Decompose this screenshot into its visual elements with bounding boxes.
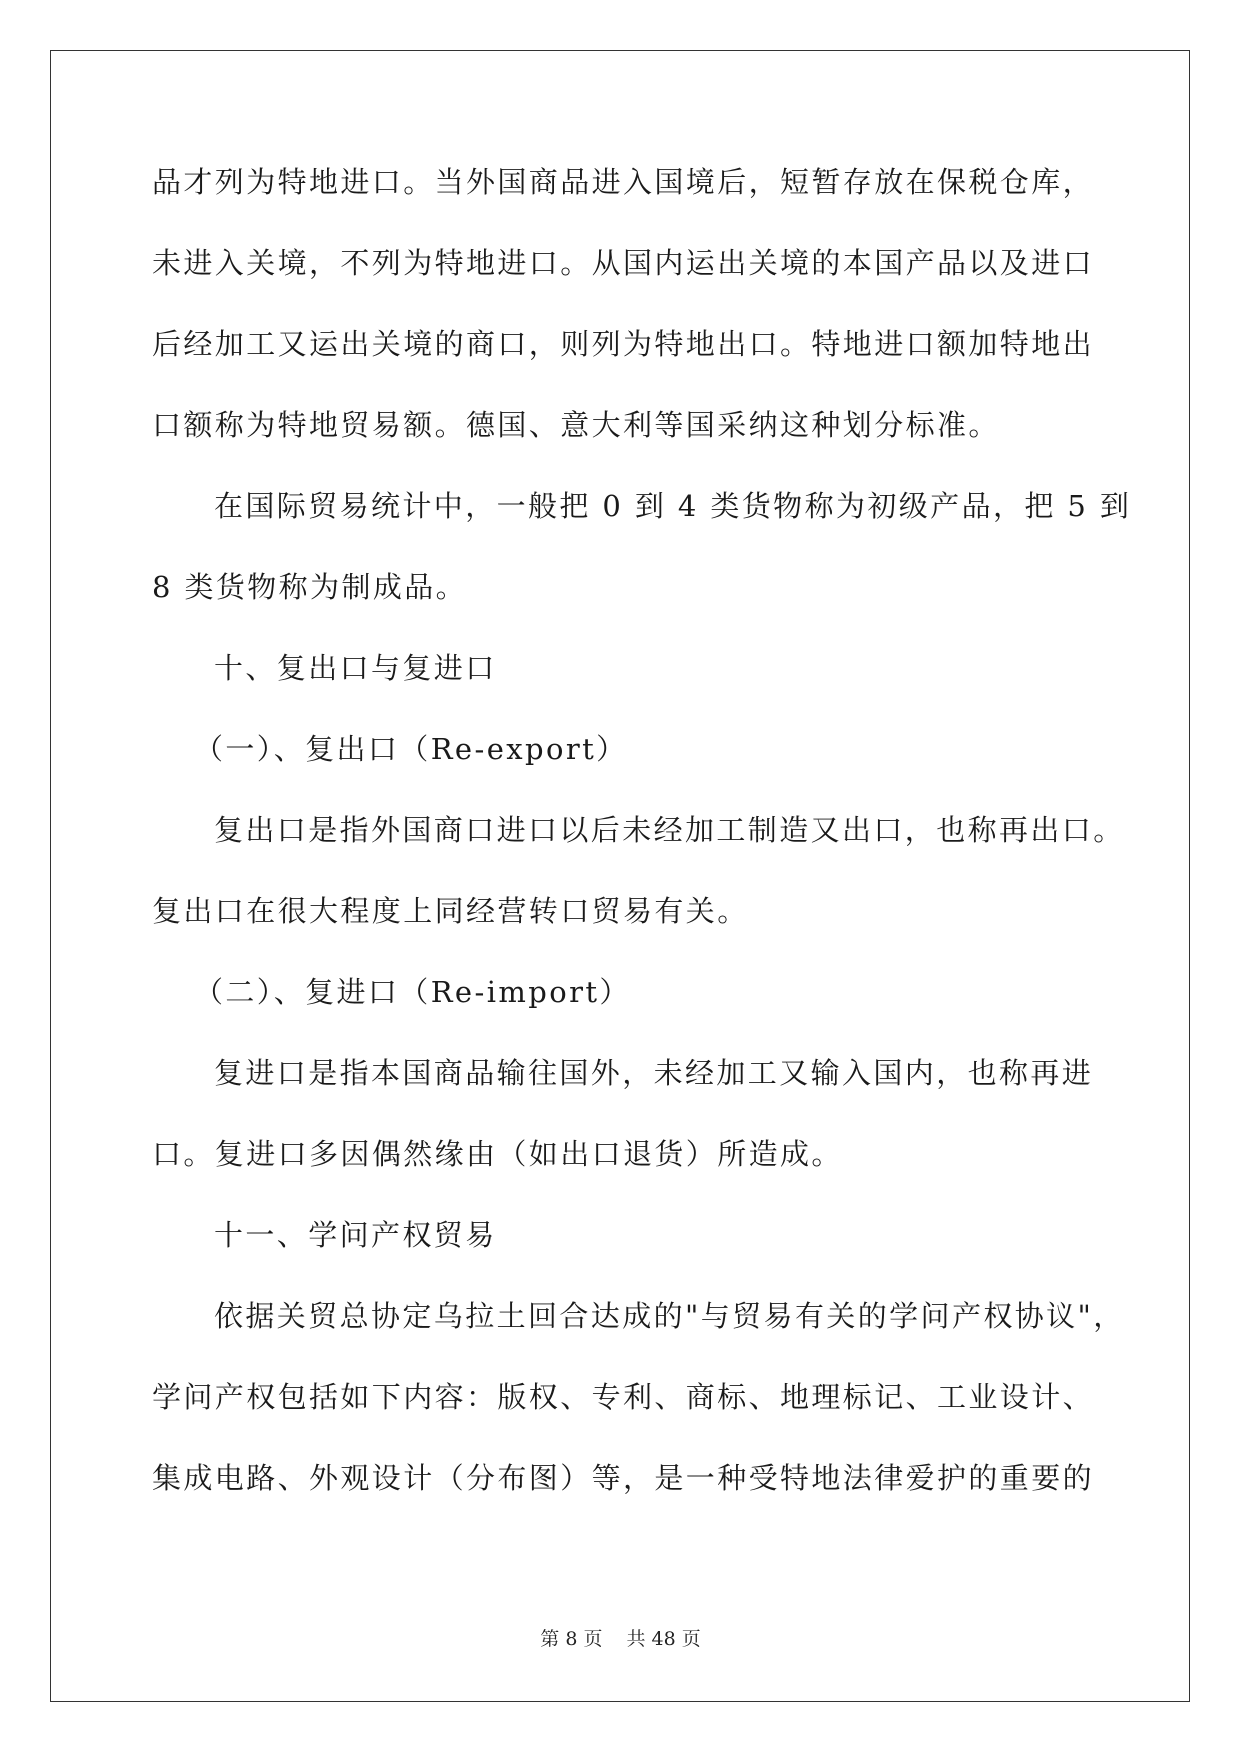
text-line: 复出口在很大程度上同经营转口贸易有关。: [152, 894, 749, 928]
text-line: 未进入关境，不列为特地进口。从国内运出关境的本国产品以及进口: [152, 246, 1095, 280]
text-line: 口额称为特地贸易额。德国、意大利等国采纳这种划分标准。: [152, 408, 1000, 442]
text-line: 口。复进口多因偶然缘由（如出口退货）所造成。: [152, 1137, 843, 1171]
subsection-heading: （二）、复进口（Re-import）: [194, 975, 631, 1009]
text-line: 品才列为特地进口。当外国商品进入国境后，短暂存放在保税仓库，: [152, 165, 1095, 199]
paragraph-first-line: 依据关贸总协定乌拉土回合达成的"与贸易有关的学问产权协议"，: [214, 1299, 1125, 1333]
subsection-heading: （一）、复出口（Re-export）: [194, 732, 628, 766]
paragraph-first-line: 在国际贸易统计中，一般把 0 到 4 类货物称为初级产品，把 5 到: [214, 489, 1132, 523]
text-line: 8 类货物称为制成品。: [152, 570, 468, 604]
section-heading: 十一、学问产权贸易: [214, 1218, 497, 1252]
paragraph-first-line: 复出口是指外国商口进口以后未经加工制造又出口，也称再出口。: [214, 813, 1125, 847]
page-total: 共 48 页: [626, 1628, 701, 1650]
page-border: [50, 50, 1190, 1702]
page-number: 第 8 页: [540, 1628, 603, 1650]
text-line: 后经加工又运出关境的商口，则列为特地出口。特地进口额加特地出: [152, 327, 1095, 361]
section-heading: 十、复出口与复进口: [214, 651, 497, 685]
text-line: 学问产权包括如下内容：版权、专利、商标、地理标记、工业设计、: [152, 1380, 1095, 1414]
paragraph-first-line: 复进口是指本国商品输往国外，未经加工又输入国内，也称再进: [214, 1056, 1094, 1090]
text-line: 集成电路、外观设计（分布图）等，是一种受特地法律爱护的重要的: [152, 1461, 1095, 1495]
page-footer: [0, 1624, 1241, 1651]
